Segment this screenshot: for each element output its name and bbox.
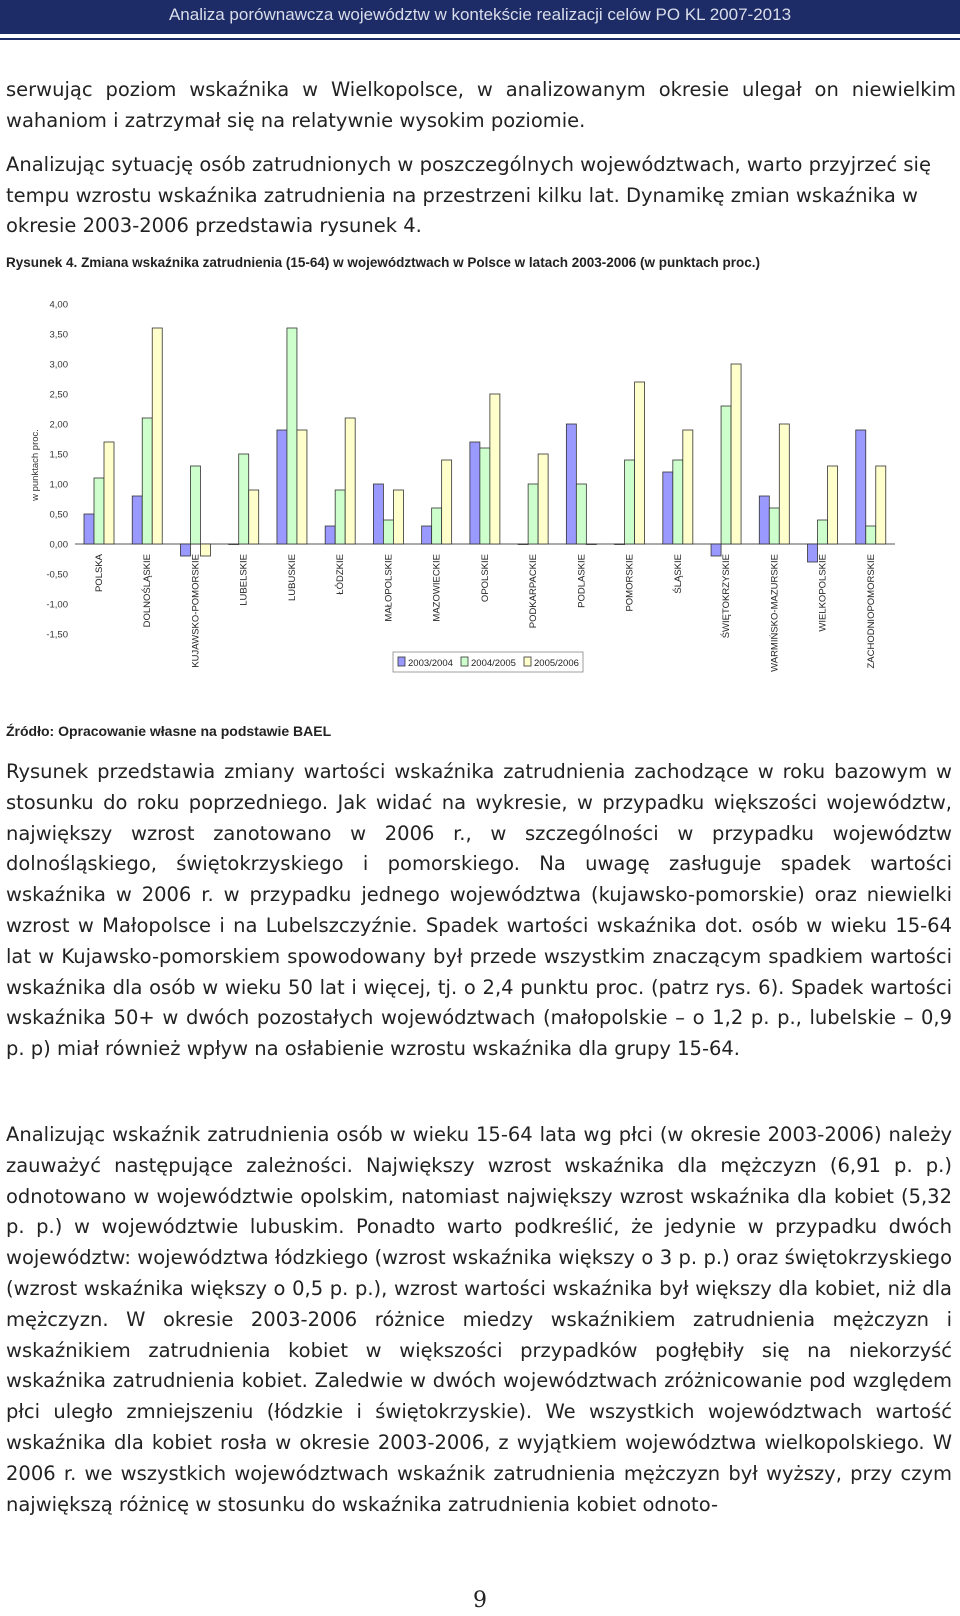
paragraph-4: Analizując wskaźnik zatrudnienia osób w wieku 15-64 lata wg płci (w okresie 2003-2006) należy zauważyć następujące zależności. Największy wzrost wskaźnika dla mężczyzn (6,91 p. p.) odnotowano w województwie opolskim, natomiast największy wzrost wskaźnika dla kobiet (5,32 p. p.) w województwie lubuskim. Ponadto warto podkreślić, że jedynie w przypadku dwóch województw: województwa łódzkiego (wzrost wskaźnika większy o 3 p. p.) oraz świętokrzyskiego (wzrost wskaźnika większy o 0,5 p. p.), wzrost wartości wskaźnika był większy dla kobiet, niż dla mężczyzn. W okresie 2003-2006 różnice miedzy wskaźnikiem zatrudnienia mężczyzn i wskaźnikiem zatrudnienia kobiet w większości przypadków pogłębiły się na niekorzyść wskaźnika zatrudnienia kobiet. Zaledwie w dwóch województwach zróżnicowanie pod względem płci uległo zmniejszeniu (łódzkie i świętokrzyskie). We wszystkich województwach wartość wskaźnika dla kobiet rosła w okresie 2003-2006, z wyjątkiem województwa wielkopolskiego. W 2006 r. we wszystkich województwach wskaźnik zatrudnienia mężczyzn był wyższy, przy czym największą różnicę w stosunku do wskaźnika zatrudnienia kobiet odnoto- <box>6 1123 952 1516</box>
page-number: 9 <box>473 1588 487 1613</box>
bar <box>345 418 355 544</box>
bar <box>663 472 673 544</box>
legend-swatch <box>524 657 531 666</box>
legend-label: 2003/2004 <box>408 658 453 669</box>
bar <box>856 430 866 544</box>
bar <box>373 484 383 544</box>
bar <box>711 544 721 556</box>
category-label: DOLNOŚLĄSKIE <box>142 554 154 628</box>
legend-swatch <box>398 657 405 666</box>
category-label: PODLASKIE <box>576 554 588 608</box>
bar <box>297 430 307 544</box>
bar <box>200 544 210 556</box>
paragraph-3: Rysunek przedstawia zmiany wartości wskaźnika zatrudnienia zachodzące w roku bazowym w stosunku do roku poprzedniego. Jak widać na wykresie, w przypadku większości województw, największy wzrost zanotowano w 2006 r., w szczególności w przypadku województw dolnośląskiego, świętokrzyskiego i pomorskiego. Na uwagę zasługuje spadek wartości wskaźnika w 2006 r. w przypadku jednego województwa (kujawsko-pomorskie) oraz niewielki wzrost w Małopolsce i na Lubelszczyźnie. Spadek wartości wskaźnika dot. osób w wieku 15-64 lat w Kujawsko-pomorskiem spowodowany był przede wszystkim znaczącym spadkiem wartości wskaźnika dla osób w wieku 50 lat i więcej, tj. o 2,4 punktu proc. (patrz rys. 6). Spadek wartości wskaźnika 50+ w dwóch pozostałych województwach (małopolskie – o 1,2 p. p., lubelskie – 0,9 p. p) miał również wpływ na osłabienie wzrostu wskaźnika dla grupy 15-64. <box>6 760 952 1061</box>
y-tick-label: 0,00 <box>49 539 68 551</box>
bar <box>518 544 528 545</box>
bar <box>779 424 789 544</box>
y-tick-label: -1,00 <box>46 599 68 611</box>
bar <box>625 460 635 544</box>
bar <box>277 430 287 544</box>
bar <box>576 484 586 544</box>
bar <box>422 526 432 544</box>
y-tick-label: 1,00 <box>49 479 68 491</box>
category-label: POMORSKIE <box>624 554 636 612</box>
figure-caption-label: Rysunek 4. <box>6 255 78 270</box>
bar <box>828 466 838 544</box>
y-tick-label: -1,50 <box>46 629 68 641</box>
bar <box>538 454 548 544</box>
y-tick-label: 3,50 <box>49 329 68 341</box>
paragraph-1: serwując poziom wskaźnika w Wielkopolsce, w analizowanym okresie ulegał on niewielkim wahaniom i zatrzymał się na relatywnie wysokim poziomie. <box>6 78 956 132</box>
bar <box>287 328 297 544</box>
legend-swatch <box>461 657 468 666</box>
bar <box>383 520 393 544</box>
bar <box>94 478 104 544</box>
bar <box>393 490 403 544</box>
bar <box>808 544 818 562</box>
bar <box>615 544 625 545</box>
category-label: KUJAWSKO-POMORSKIE <box>190 554 202 668</box>
y-tick-label: 2,50 <box>49 389 68 401</box>
bar <box>673 460 683 544</box>
bar <box>132 496 142 544</box>
bar <box>335 490 345 544</box>
category-label: OPOLSKIE <box>479 554 491 603</box>
y-tick-label: 1,50 <box>49 449 68 461</box>
y-tick-label: 3,00 <box>49 359 68 371</box>
bar <box>490 394 500 544</box>
y-tick-label: 4,00 <box>49 299 68 311</box>
category-label: LUBELSKIE <box>238 554 250 606</box>
bar <box>180 544 190 556</box>
bar <box>635 382 645 544</box>
bar <box>325 526 335 544</box>
category-label: ZACHODNIOPOMORSKIE <box>865 554 877 669</box>
legend-label: 2005/2006 <box>534 658 579 669</box>
bar <box>566 424 576 544</box>
category-label: POLSKA <box>94 554 105 593</box>
bar <box>239 454 249 544</box>
category-label: WIELKOPOLSKIE <box>817 554 829 632</box>
paragraph-2: Analizując sytuację osób zatrudnionych w poszczególnych województwach, warto przyjrzeć się tempu wzrostu wskaźnika zatrudnienia na przestrzeni kilku lat. Dynamikę zmian wskaźnika w okresie 2003-2006 przedstawia rysunek 4. <box>6 153 931 238</box>
bar <box>876 466 886 544</box>
category-label: MAZOWIECKIE <box>431 554 443 622</box>
bar <box>731 364 741 544</box>
bar <box>818 520 828 544</box>
category-label: LUBUSKIE <box>286 554 298 601</box>
category-label: PODKARPACKIE <box>528 554 540 629</box>
bar <box>769 508 779 544</box>
bar <box>152 328 162 544</box>
category-label: MAŁOPOLSKIE <box>383 554 395 622</box>
bar <box>84 514 94 544</box>
bar <box>759 496 769 544</box>
figure-source: Źródło: Opracowanie własne na podstawie BAEL <box>6 723 332 739</box>
bar <box>480 448 490 544</box>
category-label: ŚWIĘTOKRZYSKIE <box>721 554 733 639</box>
bar <box>249 490 259 544</box>
figure-caption <box>6 255 946 270</box>
bar <box>470 442 480 544</box>
y-tick-label: -0,50 <box>46 569 68 581</box>
y-tick-label: 2,00 <box>49 419 68 431</box>
bar <box>190 466 200 544</box>
bar <box>586 544 596 545</box>
bar <box>683 430 693 544</box>
figure-caption-text: Zmiana wskaźnika zatrudnienia (15-64) w województwach w Polsce w latach 2003-2006 (w punktach proc.) <box>81 255 761 270</box>
category-label: ŚLĄSKIE <box>672 554 684 594</box>
header-rule <box>0 38 960 40</box>
bar <box>104 442 114 544</box>
bar-chart <box>0 290 960 710</box>
bar <box>442 460 452 544</box>
bar <box>142 418 152 544</box>
legend-label: 2004/2005 <box>471 658 516 669</box>
bar <box>432 508 442 544</box>
bar <box>528 484 538 544</box>
category-label: WARMIŃSKO-MAZURSKIE <box>769 554 781 672</box>
y-tick-label: 0,50 <box>49 509 68 521</box>
bar <box>721 406 731 544</box>
y-axis-title: w punktach proc. <box>30 429 41 501</box>
category-label: ŁÓDZKIE <box>335 554 347 595</box>
header-title: Analiza porównawcza województw w kontekście realizacji celów PO KL 2007-2013 <box>168 5 792 24</box>
bar <box>229 544 239 545</box>
bar <box>866 526 876 544</box>
